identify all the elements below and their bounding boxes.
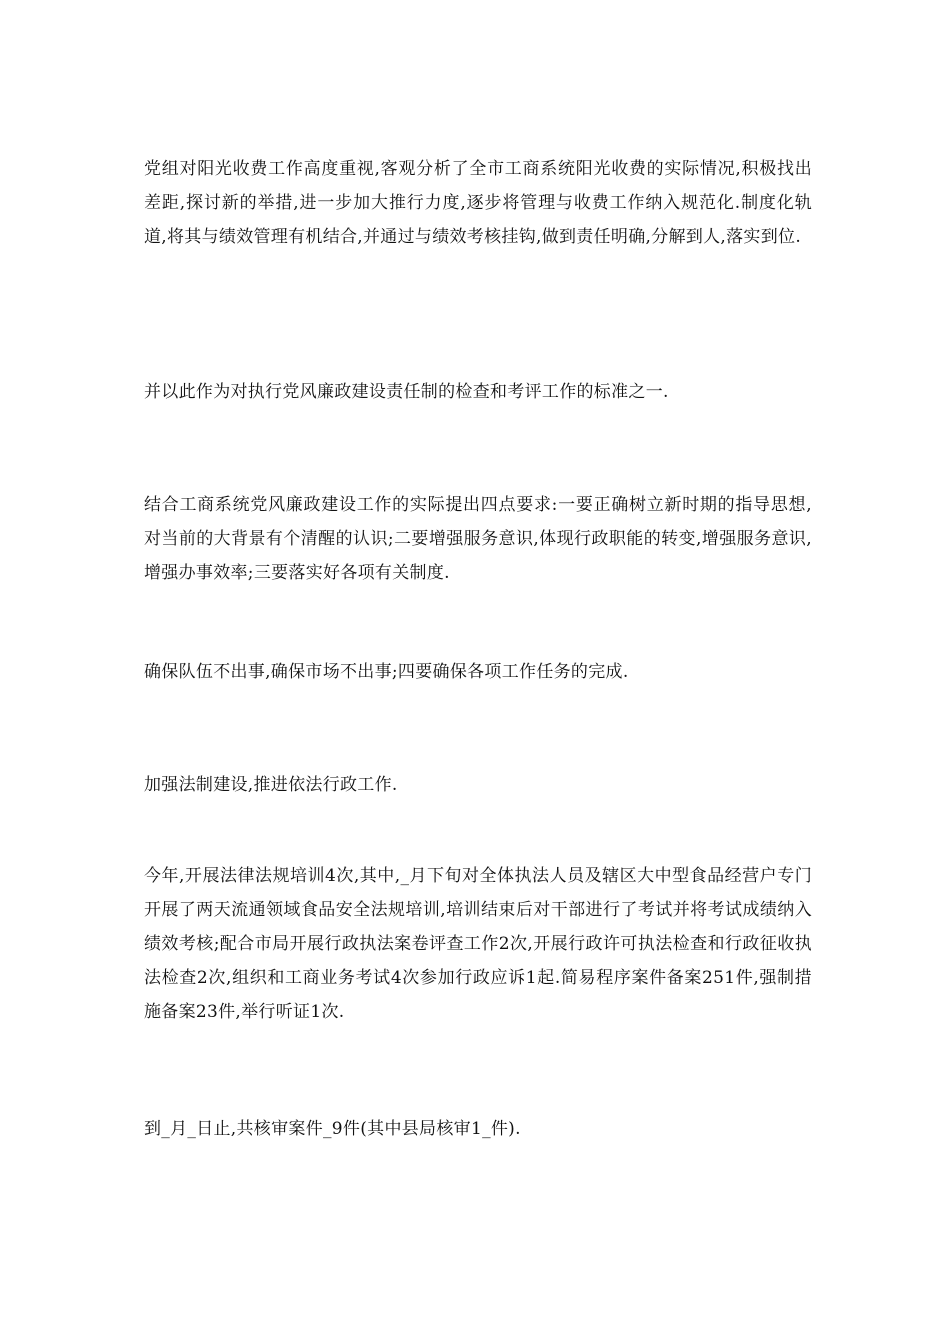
paragraph-four-requirements: 结合工商系统党风廉政建设工作的实际提出四点要求:一要正确树立新时期的指导思想,对当前的大背景有个清醒的认识;二要增强服务意识,体现行政职能的转变,增强服务意识,增强办事效率;三要落实好各项有关制度.: [144, 495, 812, 583]
paragraph-case-review: 到_月_日止,共核审案件_9件(其中县局核审1_件).: [144, 1119, 521, 1139]
paragraph-evaluation-standard: 并以此作为对执行党风廉政建设责任制的检查和考评工作的标准之一.: [144, 382, 669, 402]
paragraph-ensure-team: 确保队伍不出事,确保市场不出事;四要确保各项工作任务的完成.: [144, 662, 629, 682]
paragraph-sunshine-fees: 党组对阳光收费工作高度重视,客观分析了全市工商系统阳光收费的实际情况,积极找出差距,探讨新的举措,进一步加大推行力度,逐步将管理与收费工作纳入规范化.制度化轨道,将其与绩效管理有机结合,并通过与绩效考核挂钩,做到责任明确,分解到人,落实到位.: [144, 159, 812, 247]
paragraph-training-stats: 今年,开展法律法规培训4次,其中,_月下旬对全体执法人员及辖区大中型食品经营户专门开展了两天流通领域食品安全法规培训,培训结束后对干部进行了考试并将考试成绩纳入绩效考核;配合市局开展行政执法案卷评查工作2次,开展行政许可执法检查和行政征收执法检查2次,组织和工商业务考试4次参加行政应诉1起.简易程序案件备案251件,强制措施备案23件,举行听证1次.: [144, 866, 812, 1022]
paragraph-legal-construction: 加强法制建设,推进依法行政工作.: [144, 775, 398, 795]
